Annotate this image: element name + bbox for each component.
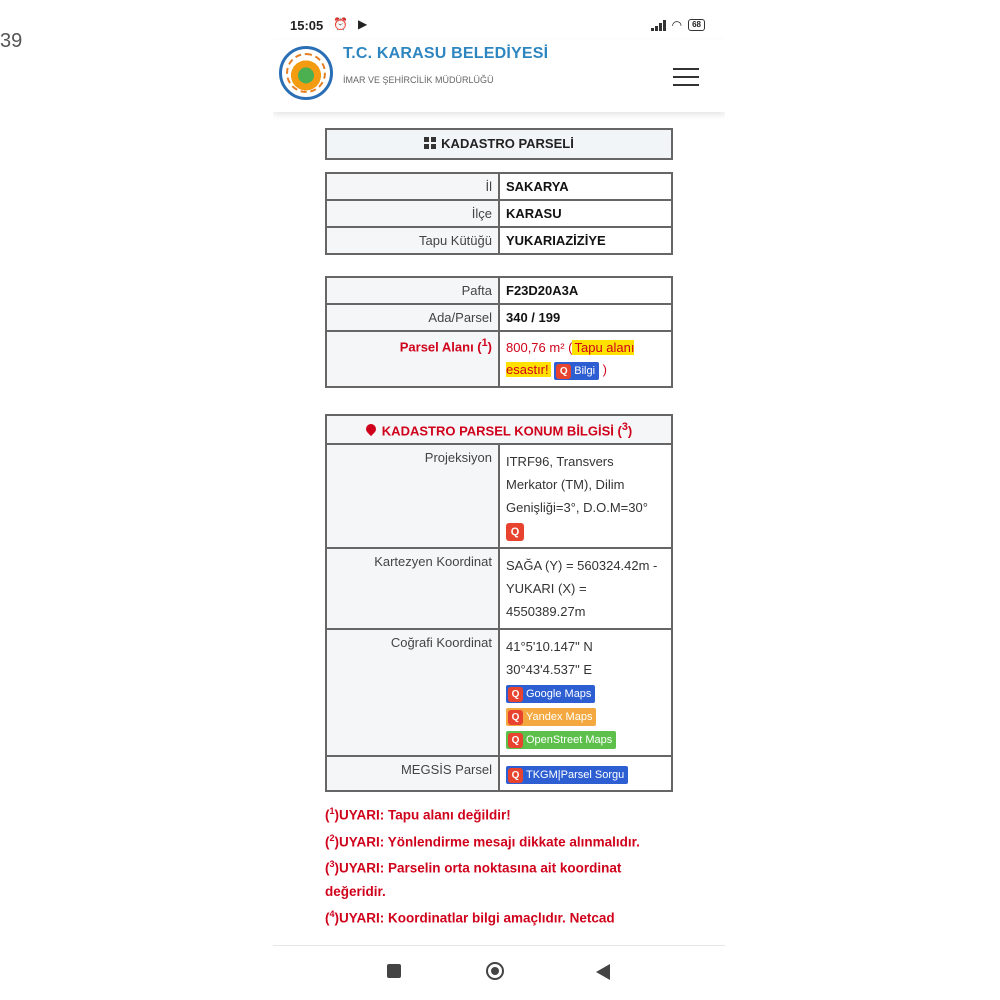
tkgm-parsel-sorgu-button[interactable]: Q TKGM|Parsel Sorgu xyxy=(506,766,628,784)
geo-lon: 30°43'4.537" E xyxy=(506,662,593,678)
phone-screen xyxy=(273,0,725,1000)
table-row xyxy=(326,331,672,387)
warnings-list xyxy=(325,800,675,929)
table-row xyxy=(326,548,672,629)
play-icon: ▶ xyxy=(358,17,368,31)
table-row xyxy=(326,444,672,548)
q-icon: Q xyxy=(508,710,523,725)
status-bar xyxy=(273,14,725,38)
il-value: SAKARYA xyxy=(499,173,672,200)
projection-value: ITRF96, Transvers Merkator (TM), Dilim Genişliği=3°, D.O.M=30° Q xyxy=(499,444,672,548)
alarm-icon: ⏰ xyxy=(333,17,348,31)
table-row xyxy=(326,756,672,791)
warning-item: ($^4$)UYARI: Koordinatlar bilgi amaçlıdır. Netcad xyxy=(325,908,615,925)
q-icon: Q xyxy=(508,687,523,702)
battery-icon: 68 xyxy=(688,19,705,31)
warning-item: ($^3$)UYARI: Parselin orta noktasına ait koordinat değeridir. xyxy=(325,859,622,899)
table-row xyxy=(326,277,672,304)
back-icon[interactable] xyxy=(596,964,610,980)
grid-icon xyxy=(424,137,436,149)
location-table xyxy=(325,172,673,255)
q-icon: Q xyxy=(508,768,523,783)
recent-apps-icon[interactable] xyxy=(387,964,401,978)
status-time: 15:05 xyxy=(290,18,324,33)
tapu-value: YUKARIAZİZİYE xyxy=(499,227,672,254)
konum-table xyxy=(325,414,673,792)
home-icon[interactable] xyxy=(486,962,504,980)
table-row xyxy=(326,304,672,331)
projection-info-icon[interactable]: Q xyxy=(506,523,524,541)
area-number: 800,76 m² ( xyxy=(506,340,573,355)
geo-label: Coğrafi Koordinat xyxy=(326,629,499,756)
warning-item: ($^1$)UYARI: Tapu alanı değildir! xyxy=(325,806,511,823)
parcel-table xyxy=(325,276,673,388)
table-row xyxy=(326,415,672,444)
q-icon: Q xyxy=(556,364,571,379)
il-label: İl xyxy=(326,173,499,200)
android-nav-bar xyxy=(273,945,725,1000)
ada-value: 340 / 199 xyxy=(499,304,672,331)
q-icon: Q xyxy=(508,733,523,748)
pafta-label: Pafta xyxy=(326,277,499,304)
pafta-value: F23D20A3A xyxy=(499,277,672,304)
konum-title: KADASTRO PARSEL KONUM BİLGİSİ ($^3$) xyxy=(326,415,672,444)
map-pin-icon xyxy=(364,422,378,436)
section-title xyxy=(325,128,673,160)
table-row xyxy=(326,200,672,227)
side-number: 39 xyxy=(0,30,23,52)
signal-icon xyxy=(651,20,666,31)
area-value: 800,76 m² ( Tapu alanı esastır! Q Bilgi ) xyxy=(499,331,672,387)
openstreet-maps-button[interactable]: Q OpenStreet Maps xyxy=(506,731,616,749)
tapu-label: Tapu Kütüğü xyxy=(326,227,499,254)
table-row xyxy=(326,173,672,200)
projection-label: Projeksiyon xyxy=(326,444,499,548)
table-row xyxy=(326,629,672,756)
google-maps-button[interactable]: Q Google Maps xyxy=(506,685,595,703)
ada-label: Ada/Parsel xyxy=(326,304,499,331)
megsis-value xyxy=(499,756,672,791)
geo-value xyxy=(499,629,672,756)
section-title-text: KADASTRO PARSELİ xyxy=(441,136,574,151)
ilce-label: İlçe xyxy=(326,200,499,227)
table-row xyxy=(326,227,672,254)
geo-lat: 41°5'10.147" N xyxy=(506,639,593,655)
yandex-maps-button[interactable]: Q Yandex Maps xyxy=(506,708,596,726)
wifi-icon: ◠ xyxy=(671,18,683,32)
warning-item: ($^2$)UYARI: Yönlendirme mesajı dikkate alınmalıdır. xyxy=(325,832,640,849)
app-header xyxy=(273,40,725,112)
ilce-value: KARASU xyxy=(499,200,672,227)
status-right xyxy=(651,18,705,32)
area-label: Parsel Alanı ($^1$) xyxy=(326,331,499,387)
cartesian-label: Kartezyen Koordinat xyxy=(326,548,499,629)
info-button[interactable]: Q Bilgi xyxy=(554,362,599,380)
municipality-logo[interactable] xyxy=(279,46,333,100)
brand-subtitle: İMAR VE ŞEHİRCİLİK MÜDÜRLÜĞÜ xyxy=(343,75,494,85)
menu-icon[interactable] xyxy=(673,68,699,86)
brand-title[interactable]: T.C. KARASU BELEDİYESİ xyxy=(343,45,549,62)
cartesian-value: SAĞA (Y) = 560324.42m - YUKARI (X) = 4550389.27m xyxy=(499,548,672,629)
megsis-label: MEGSİS Parsel xyxy=(326,756,499,791)
area-note: Tapu alanı esastır! xyxy=(506,340,635,377)
